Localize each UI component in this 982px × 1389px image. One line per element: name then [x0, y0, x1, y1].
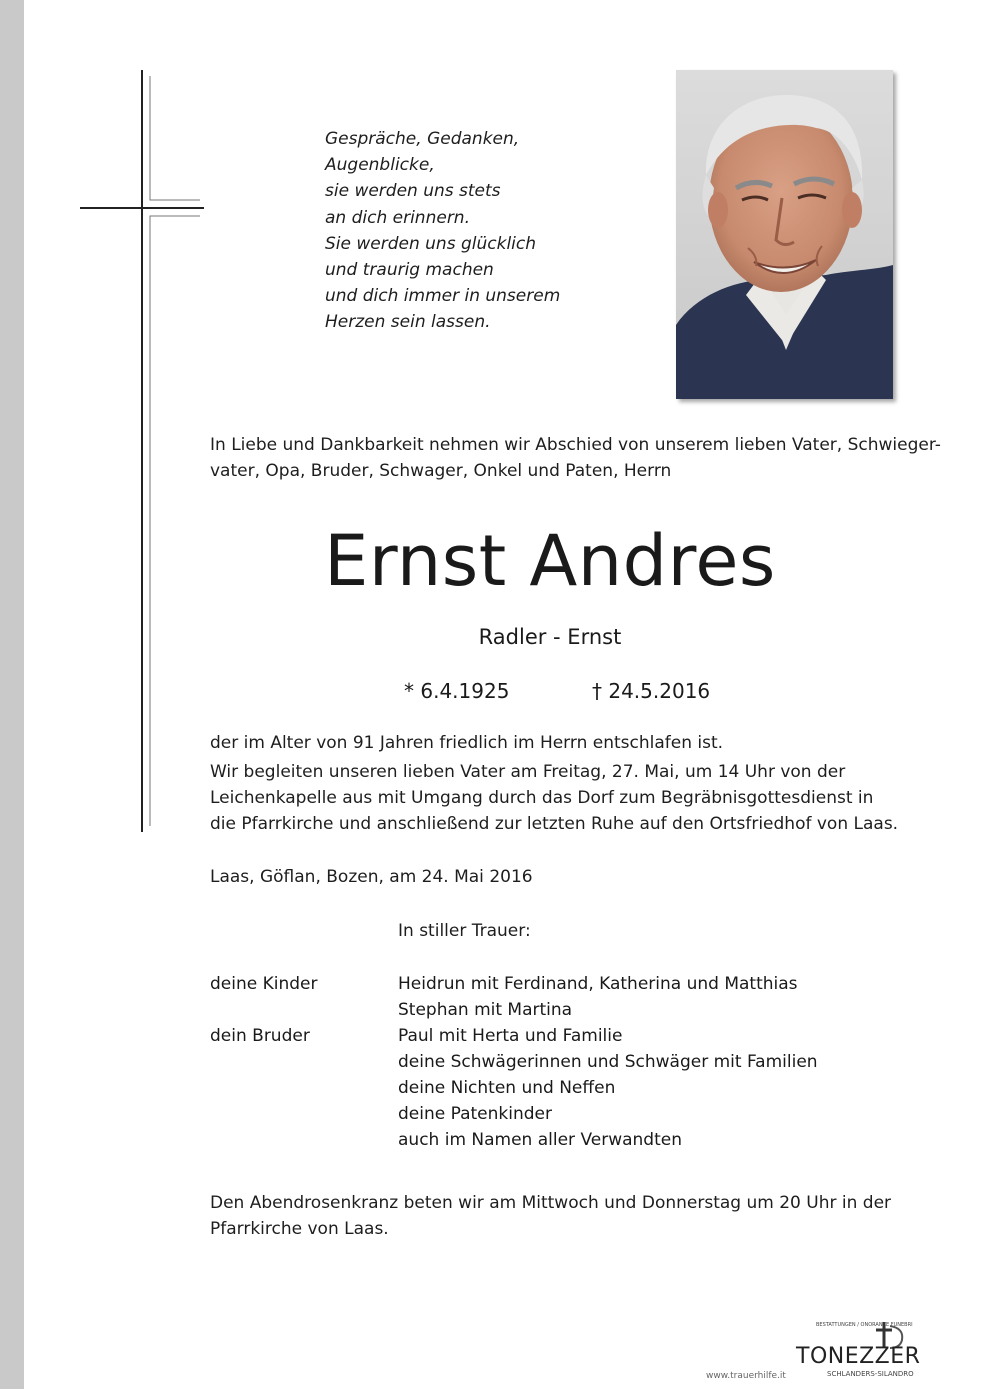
rosary-line: Den Abendrosenkranz beten wir am Mittwoch und Donnerstag um 20 Uhr in der — [210, 1193, 892, 1213]
mourner-names — [398, 1023, 918, 1153]
logo-subbrand: SCHLANDERS-SILANDRO — [827, 1370, 914, 1378]
mourner-name: deine Nichten und Neffen — [398, 1078, 616, 1098]
cross-icon — [0, 0, 220, 840]
mourner-name: deine Schwägerinnen und Schwäger mit Familien — [398, 1052, 818, 1072]
memorial-poem — [325, 126, 645, 336]
intro-line: In Liebe und Dankbarkeit nehmen wir Abschied von unserem lieben Vater, Schwieger- — [210, 435, 941, 455]
poem-line: an dich erinnern. — [325, 207, 470, 228]
birth-date: * 6.4.1925 — [404, 679, 510, 703]
funeral-home-logo — [700, 1320, 920, 1385]
intro-line: vater, Opa, Bruder, Schwager, Onkel und Paten, Herrn — [210, 461, 672, 481]
poem-line: Herzen sein lassen. — [325, 312, 491, 333]
mourning-heading: In stiller Trauer: — [398, 921, 531, 941]
mourner-role: deine Kinder — [210, 974, 318, 994]
mourner-name: deine Patenkinder — [398, 1104, 552, 1124]
mourner-name: Paul mit Herta und Familie — [398, 1026, 623, 1046]
rosary-line: Pfarrkirche von Laas. — [210, 1219, 389, 1239]
funeral-line: die Pfarrkirche und anschließend zur letzten Ruhe auf den Ortsfriedhof von Laas. — [210, 814, 899, 834]
poem-line: sie werden uns stets — [325, 181, 501, 202]
deceased-portrait-photo — [676, 70, 893, 399]
logo-brand: TONEZZER — [796, 1344, 921, 1369]
mourner-name: Heidrun mit Ferdinand, Katherina und Matthias — [398, 974, 798, 994]
poem-line: und traurig machen — [325, 260, 494, 281]
mourner-name: auch im Namen aller Verwandten — [398, 1130, 682, 1150]
age-statement: der im Alter von 91 Jahren friedlich im Herrn entschlafen ist. — [210, 733, 724, 753]
deceased-nickname: Radler - Ernst — [478, 625, 622, 649]
poem-line: und dich immer in unserem — [325, 286, 561, 307]
funeral-line: Wir begleiten unseren lieben Vater am Freitag, 27. Mai, um 14 Uhr von der — [210, 762, 846, 782]
place-date: Laas, Göflan, Bozen, am 24. Mai 2016 — [210, 867, 533, 887]
deceased-name: Ernst Andres — [324, 520, 776, 602]
poem-line: Gespräche, Gedanken, — [325, 129, 520, 149]
logo-tagline: BESTATTUNGEN / ONORANZE FUNEBRI — [816, 1322, 913, 1328]
website-link[interactable]: www.trauerhilfe.it — [706, 1371, 786, 1381]
funeral-line: Leichenkapelle aus mit Umgang durch das Dorf zum Begräbnisgottesdienst in — [210, 788, 874, 808]
poem-line: Augenblicke, — [325, 155, 435, 176]
death-date: † 24.5.2016 — [592, 679, 711, 703]
mourner-role: dein Bruder — [210, 1026, 310, 1046]
mourner-name: Stephan mit Martina — [398, 1000, 573, 1020]
mourner-names — [398, 971, 918, 1023]
poem-line: Sie werden uns glücklich — [325, 233, 537, 254]
